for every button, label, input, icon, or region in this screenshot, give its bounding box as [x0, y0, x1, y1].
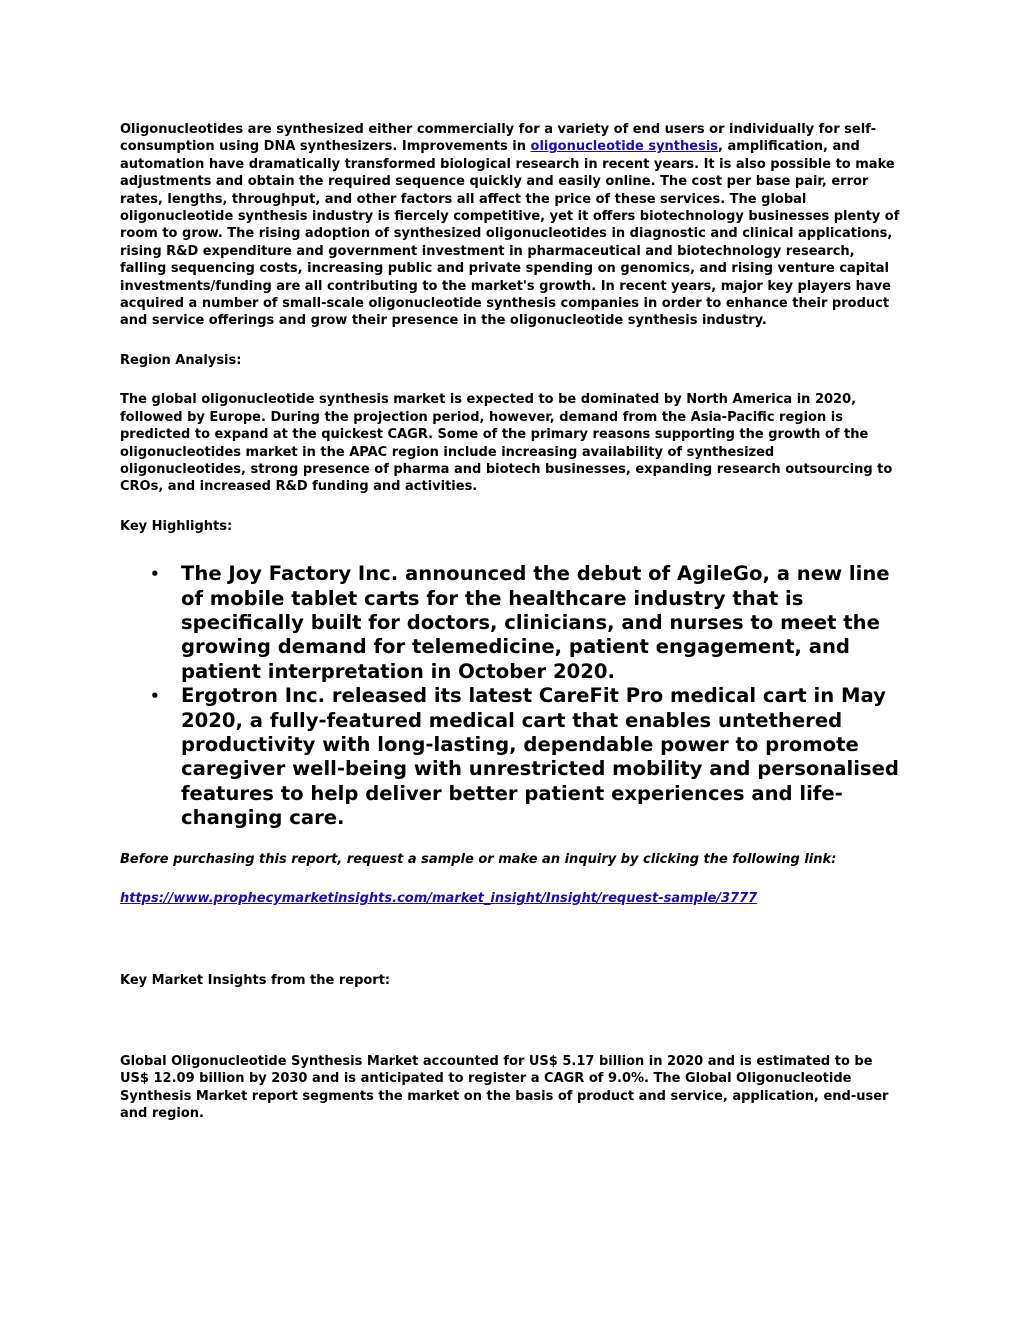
document-page: [120, 121, 902, 1122]
highlights-heading: Key Highlights:: [120, 518, 233, 534]
cta-text: Before purchasing this report, request a sample or make an inquiry by clicking the following link:: [120, 851, 837, 867]
cta-link-paragraph: [120, 890, 902, 907]
intro-paragraph: [120, 121, 902, 330]
region-paragraph: The global oligonucleotide synthesis market is expected to be dominated by North America in 2020, followed by Europe. During the projection period, however, demand from the Asia-Pacific region is predicted to expand at the quickest CAGR. Some of the primary reasons supporting the growth of the oligonucleotides market in the APAC region include increasing availability of synthesized oligonucleotides, strong presence of pharma and biotech businesses, expanding research outsourcing to CROs, and increased R&D funding and activities.: [120, 392, 893, 495]
intro-text-before-link: Oligonucleotides are synthesized either commercially for a variety of end users or individually for self-consumption using DNA synthesizers. Improvements in: [120, 122, 877, 155]
highlight-item: [150, 562, 902, 684]
highlight-text: The Joy Factory Inc. announced the debut of AgileGo, a new line of mobile tablet carts for the healthcare industry that is specifically built for doctors, clinicians, and nurses to meet the growing demand for telemedicine, patient engagement, and patient interpretation in October 2020.: [181, 562, 890, 683]
bullet-icon: •: [150, 565, 160, 584]
intro-text-after-link: , amplification, and automation have dramatically transformed biological research in recent years. It is also possible to make adjustments and obtain the required sequence quickly and easily online. The cost per base pair, error rates, lengths, throughput, and other factors all affect the price of these services. The global oligonucleotide synthesis industry is fiercely competitive, yet it offers biotechnology businesses plenty of room to grow. The rising adoption of synthesized oligonucleotides in diagnostic and clinical applications, rising R&D expenditure and government investment in pharmaceutical and biotechnology research, falling sequencing costs, increasing public and private spending on genomics, and rising venture capital investments/funding are all contributing to the market's growth. In recent years, major key players have acquired a number of small-scale oligonucleotide synthesis companies in order to enhance their product and service offerings and grow their presence in the oligonucleotide synthesis industry.: [120, 139, 900, 329]
highlight-item: [150, 684, 902, 830]
bullet-icon: •: [150, 687, 160, 706]
highlight-text: Ergotron Inc. released its latest CareFit Pro medical cart in May 2020, a fully-featured medical cart that enables untethered productivity with long-lasting, dependable power to promote caregiver well-being with unrestricted mobility and personalised features to help deliver better patient experiences and life-changing care.: [181, 684, 899, 830]
region-heading: Region Analysis:: [120, 352, 242, 368]
insights-heading: Key Market Insights from the report:: [120, 973, 391, 989]
request-sample-link[interactable]: https://www.prophecymarketinsights.com/market_insight/Insight/request-sample/3777: [120, 891, 758, 906]
highlights-list: [150, 562, 902, 830]
insights-paragraph: Global Oligonucleotide Synthesis Market accounted for US$ 5.17 billion in 2020 and is estimated to be US$ 12.09 billion by 2030 and is anticipated to register a CAGR of 9.0%. The Global Oligonucleotide Synthesis Market report segments the market on the basis of product and service, application, end-user and region.: [120, 1053, 889, 1122]
oligonucleotide-synthesis-link[interactable]: oligonucleotide synthesis: [530, 139, 719, 155]
